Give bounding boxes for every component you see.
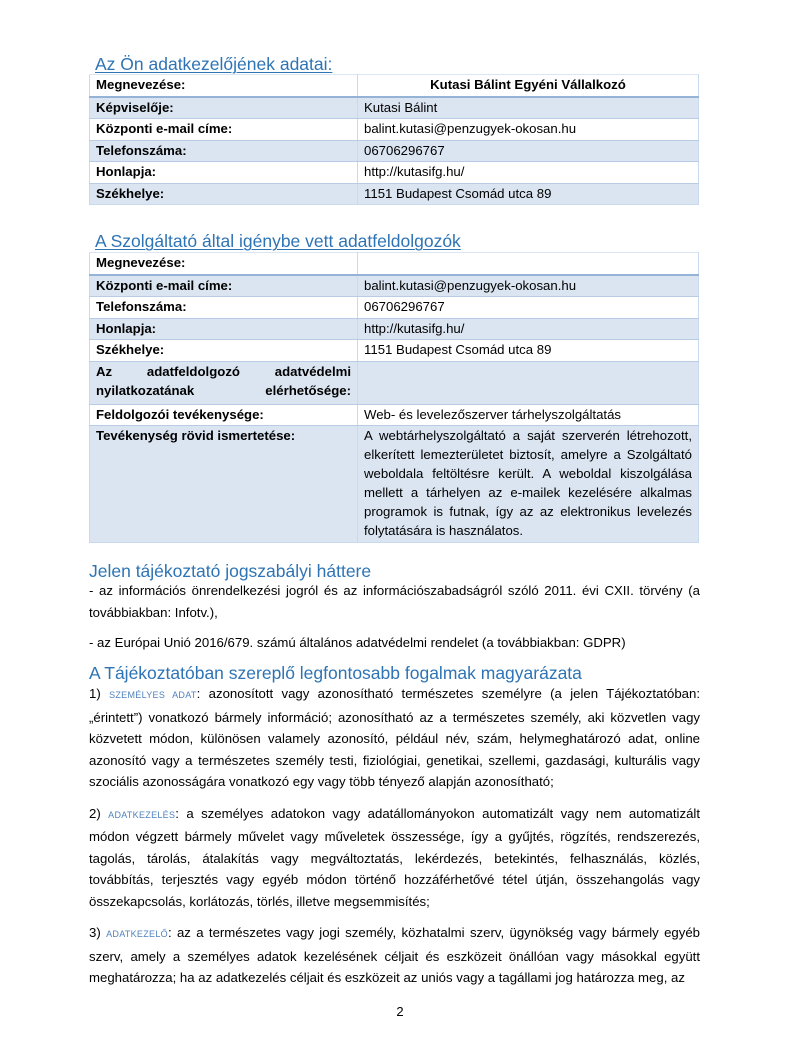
table-header-row <box>90 253 699 275</box>
section-heading-definitions: A Tájékoztatóban szereplő legfontosabb fogalmak magyarázata <box>89 663 582 683</box>
processor-table <box>89 252 699 543</box>
row-value: 06706296767 <box>358 297 699 319</box>
definitions-list <box>89 683 700 989</box>
table-row <box>90 140 699 162</box>
row-label: Honlapja: <box>90 162 358 184</box>
definition-item <box>89 683 700 793</box>
row-value: 1151 Budapest Csomád utca 89 <box>358 340 699 362</box>
table-row <box>90 426 699 543</box>
row-value: balint.kutasi@penzugyek-okosan.hu <box>358 275 699 297</box>
header-label: Megnevezése: <box>90 75 358 97</box>
definition-item <box>89 803 700 913</box>
table-row <box>90 119 699 141</box>
row-value: http://kutasifg.hu/ <box>358 162 699 184</box>
definition-term: ADATKEZELŐ <box>106 929 168 939</box>
definition-number: 3) <box>89 925 101 940</box>
table-row <box>90 275 699 297</box>
row-label: Telefonszáma: <box>90 140 358 162</box>
definition-term: ADATKEZELÉS <box>108 809 176 820</box>
legal-paragraph: - az információs önrendelkezési jogról és az információszabadságról szóló 2011. évi CXII. törvény (a továbbiakban: Infotv.), <box>89 583 700 620</box>
table-row <box>90 162 699 184</box>
row-value: http://kutasifg.hu/ <box>358 318 699 340</box>
definition-item <box>89 922 700 989</box>
row-label: Telefonszáma: <box>90 297 358 319</box>
definition-term: SZEMÉLYES ADAT <box>109 690 197 700</box>
controller-table <box>89 74 699 205</box>
definition-text: : az a természetes vagy jogi személy, közhatalmi szerv, ügynökség vagy bármely egyéb szerv, amely a személyes adatok kezelésének céljait és eszközeit önállóan vagy másokkal együtt meghatározza; ha az adatkezelés céljait és eszközeit az uniós vagy a tagállami jog határozza meg, az <box>89 925 700 985</box>
row-label: Honlapja: <box>90 318 358 340</box>
table-row <box>90 361 699 404</box>
row-label: Központi e-mail címe: <box>90 119 358 141</box>
page-number: 2 <box>396 1004 404 1019</box>
row-value: Kutasi Bálint <box>358 97 699 119</box>
table-row <box>90 340 699 362</box>
row-value: 1151 Budapest Csomád utca 89 <box>358 183 699 205</box>
header-label: Megnevezése: <box>90 253 358 275</box>
definition-text: : a személyes adatokon vagy adatállományokon automatizált vagy nem automatizált módon végzett bármely művelet vagy műveletek összessége, így a gyűjtés, rögzítés, rendszerezés, tagolás, tárolás, átalakítás vagy megváltoztatás, lekérdezés, betekintés, felhasználás, közlés, továbbítás, terjesztés vagy egyéb módon történő hozzáférhetővé tétel útján, összehangolás vagy összekapcsolás, korlátozás, törlés, illetve megsemmisítés; <box>89 805 701 909</box>
row-label: Tevékenység rövid ismertetése: <box>90 426 358 543</box>
definition-number: 2) <box>89 805 101 821</box>
section-heading-processors: A Szolgáltató által igénybe vett adatfeldolgozók <box>95 231 461 251</box>
table-row <box>90 97 699 119</box>
table-row <box>90 318 699 340</box>
header-value <box>358 253 699 275</box>
row-value: balint.kutasi@penzugyek-okosan.hu <box>358 119 699 141</box>
table-row <box>90 297 699 319</box>
row-value: Web- és levelezőszerver tárhelyszolgáltatás <box>358 404 699 426</box>
definition-number: 1) <box>89 686 101 701</box>
row-label: Képviselője: <box>90 97 358 119</box>
header-value: Kutasi Bálint Egyéni Vállalkozó <box>358 75 699 97</box>
row-label: Székhelye: <box>90 183 358 205</box>
table-header-row <box>90 75 699 97</box>
legal-paragraph: - az Európai Unió 2016/679. számú általános adatvédelmi rendelet (a továbbiakban: GDPR) <box>89 635 626 650</box>
table-row <box>90 183 699 205</box>
row-label: Székhelye: <box>90 340 358 362</box>
section-heading-controller: Az Ön adatkezelőjének adatai: <box>95 54 333 74</box>
table-row <box>90 404 699 426</box>
section-heading-legal-background: Jelen tájékoztató jogszabályi háttere <box>89 561 372 581</box>
row-value: 06706296767 <box>358 140 699 162</box>
definition-text: : azonosított vagy azonosítható természetes személyre (a jelen Tájékoztatóban: „érintett”) vonatkozó bármely információ; azonosítható az a természetes személy, aki közvetlen vagy közvetett módon, különösen valamely azonosító, például név, szám, helymeghatározó adat, online azonosító vagy a természetes személy testi, fiziológiai, genetikai, szellemi, gazdasági, kulturális vagy szociális azonosságára vonatkozó egy vagy több tényező alapján azonosítható; <box>89 686 700 789</box>
row-value <box>358 361 699 404</box>
row-label: Az adatfeldolgozó adatvédelmi nyilatkozatának elérhetősége: <box>90 361 358 404</box>
row-value: A webtárhelyszolgáltató a saját szerverén létrehozott, elkerített lemezterületet biztosít, amelyre a Szolgáltató weboldala feltöltésre került. A weboldal kiszolgálása mellett a tárhelyen az e-mailek kezelésére alkalmas programok is futnak, így az az elektronikus levelezés folytatására is használatos. <box>358 426 699 543</box>
row-label: Központi e-mail címe: <box>90 275 358 297</box>
legal-background-list <box>89 580 700 654</box>
row-label: Feldolgozói tevékenysége: <box>90 404 358 426</box>
